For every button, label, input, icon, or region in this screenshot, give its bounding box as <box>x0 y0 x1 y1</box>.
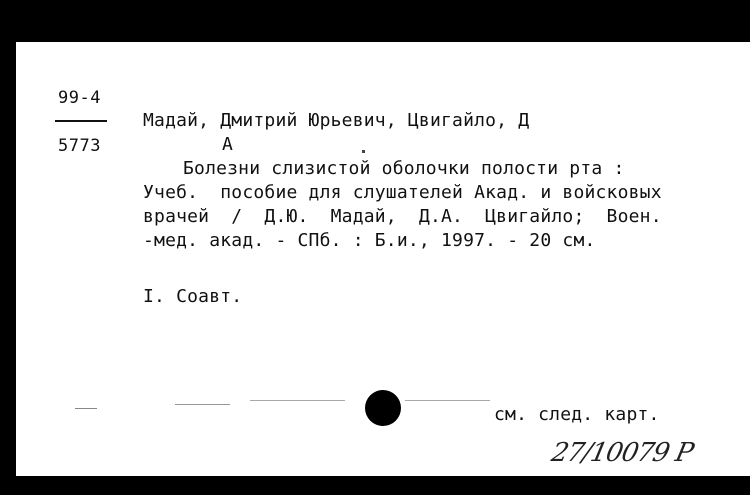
shelfmark-bottom: 5773 <box>58 136 101 156</box>
scan-noise <box>405 400 490 401</box>
title-line-2: Учеб. пособие для слушателей Акад. и войсковых <box>143 182 662 203</box>
author-heading-cont: А <box>222 134 234 155</box>
title-line-4: -мед. акад. - СПб. : Б.и., 1997. - 20 см. <box>143 230 596 251</box>
author-heading: Мадай, Дмитрий Юрьевич, Цвигайло, Д <box>143 110 530 131</box>
scan-noise <box>75 408 97 409</box>
handwritten-accession-number: 27/10079 Р <box>548 438 696 468</box>
ink-blot <box>365 390 401 426</box>
scan-noise <box>250 400 345 401</box>
shelfmark-divider <box>55 120 107 122</box>
scan-noise <box>175 404 230 405</box>
ink-speck <box>362 150 365 153</box>
continuation-note: см. след. карт. <box>494 404 660 425</box>
tracing-entry: I. Соавт. <box>143 286 243 307</box>
shelfmark-top: 99-4 <box>58 88 101 108</box>
title-line-1: Болезни слизистой оболочки полости рта : <box>183 158 625 179</box>
title-line-3: врачей / Д.Ю. Мадай, Д.А. Цвигайло; Воен. <box>143 206 662 227</box>
